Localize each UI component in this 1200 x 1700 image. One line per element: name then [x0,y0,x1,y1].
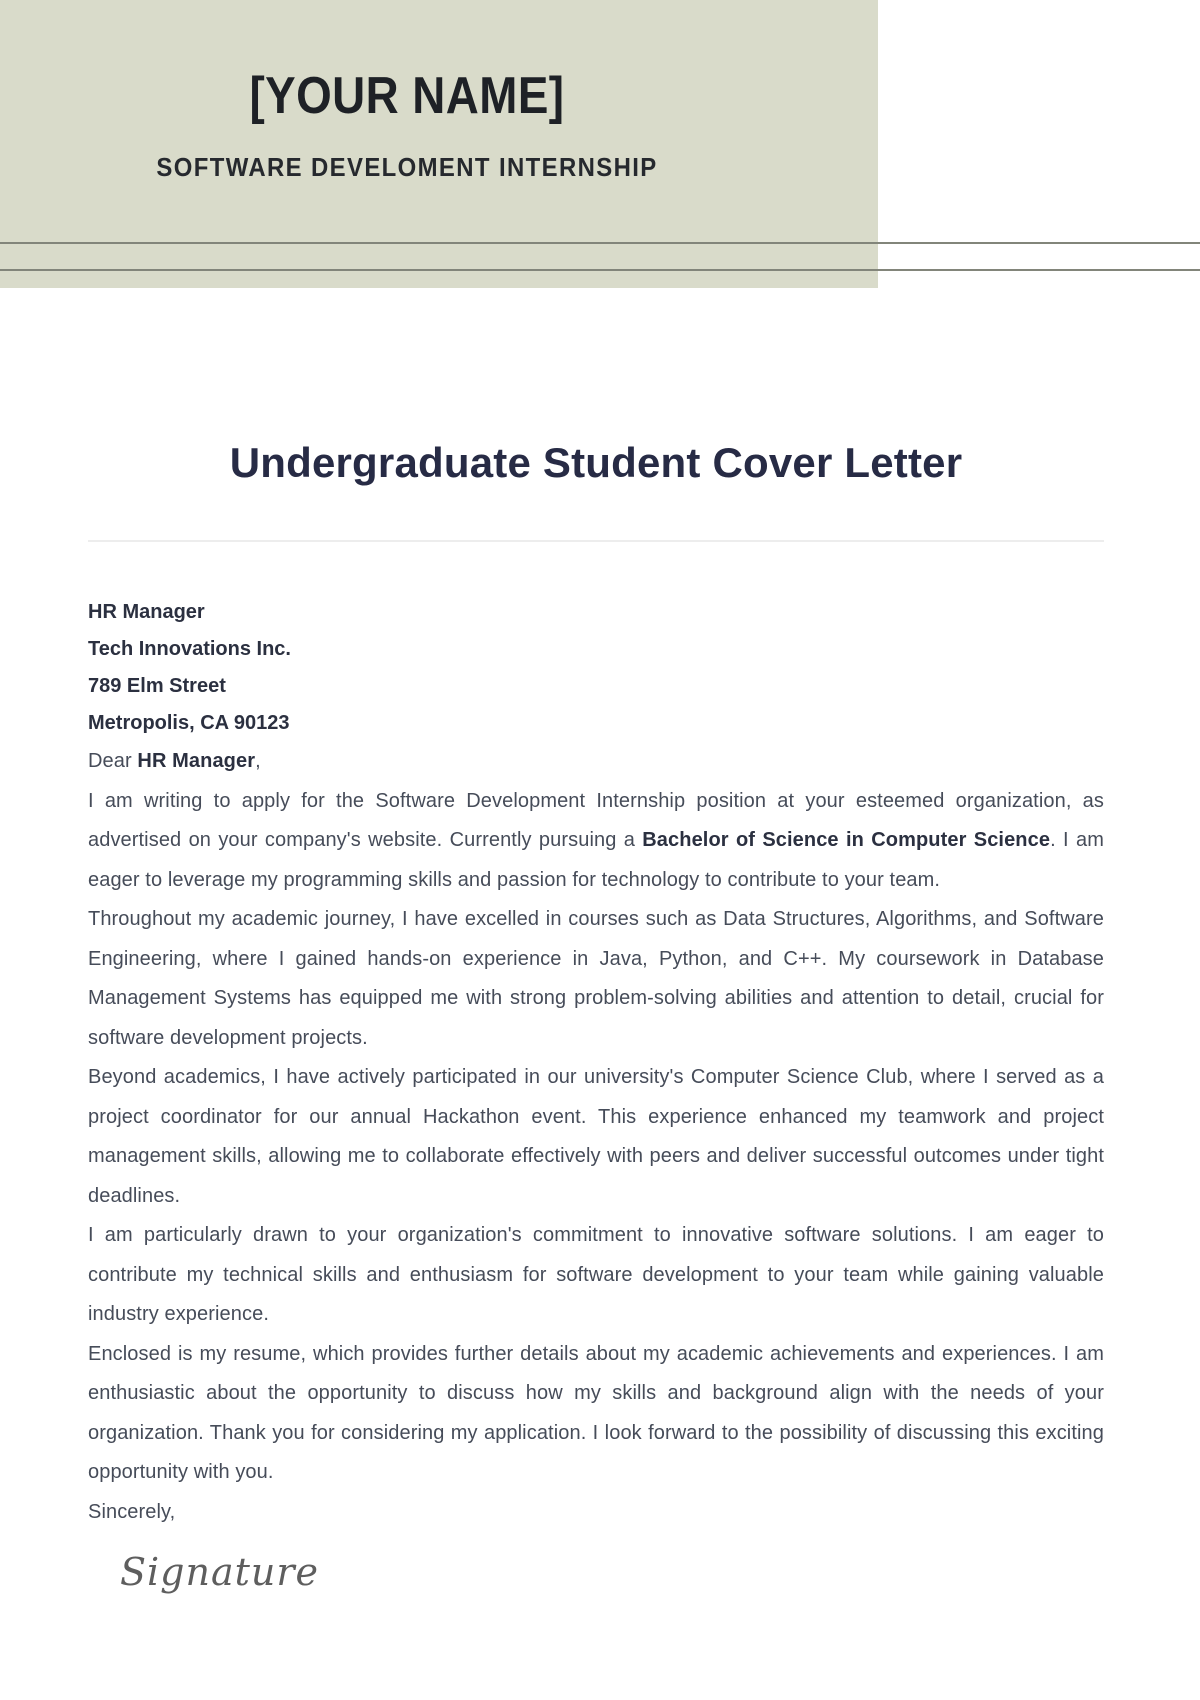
recipient-line: Tech Innovations Inc. [88,638,291,660]
header-content [0,0,814,182]
header-rule-bottom [0,269,1200,271]
recipient-line: HR Manager [88,601,205,623]
paragraph-intro-text: I am writing to apply for the Software Development Internship position at your esteemed organization, as advertised on your company's website. Currently pursuing a [88,789,1104,851]
title-divider [88,540,1104,542]
letter-body [88,742,1104,1532]
applicant-name-placeholder: [YOUR NAME] [249,67,565,125]
paragraph-extracurricular: Beyond academics, I have actively participated in our university's Computer Science Club, where I served as a project coordinator for our annual Hackathon event. This experience enhanced my teamwork and project management skills, allowing me to collaborate effectively with peers and deliver successful outcomes under tight deadlines. [88,1066,1104,1207]
salutation [88,742,1104,782]
closing-line: Sincerely, [88,1500,176,1523]
signature-script: Signature [120,1550,320,1594]
recipient-address-block [88,594,1104,742]
paragraph-academics: Throughout my academic journey, I have excelled in courses such as Data Structures, Algorithms, and Software Engineering, where I gained hands-on experience in Java, Python, and C++. My coursework in Database Management Systems has equipped me with strong problem-solving abilities and attention to detail, crucial for software development projects. [88,908,1104,1049]
header-position-subtitle: SOFTWARE DEVELOMENT INTERNSHIP [156,152,658,182]
recipient-line: Metropolis, CA 90123 [88,712,290,734]
paragraph-intro-text-after: . I am eager to leverage my programming skills and passion for technology to contribute to your team. [88,829,1104,891]
document-title: Undergraduate Student Cover Letter [229,439,963,486]
recipient-line: 789 Elm Street [88,675,226,697]
paragraph-intro [88,782,1104,901]
letter-content [88,438,1104,1596]
salutation-recipient-name: HR Manager [137,750,256,772]
header-band [0,0,878,288]
salutation-prefix: Dear [88,750,138,772]
degree-highlight: Bachelor of Science in Computer Science [642,829,1051,851]
header-rule-top [0,242,1200,244]
paragraph-enclosure: Enclosed is my resume, which provides further details about my academic achievements and experiences. I am enthusiastic about the opportunity to discuss how my skills and background align with the needs of your organization. Thank you for considering my application. I look forward to the possibility of discussing this exciting opportunity with you. [88,1342,1104,1483]
paragraph-motivation: I am particularly drawn to your organization's commitment to innovative software solutions. I am eager to contribute my technical skills and enthusiasm for software development to your team while gaining valuable industry experience. [88,1224,1104,1325]
salutation-suffix: , [255,750,261,772]
